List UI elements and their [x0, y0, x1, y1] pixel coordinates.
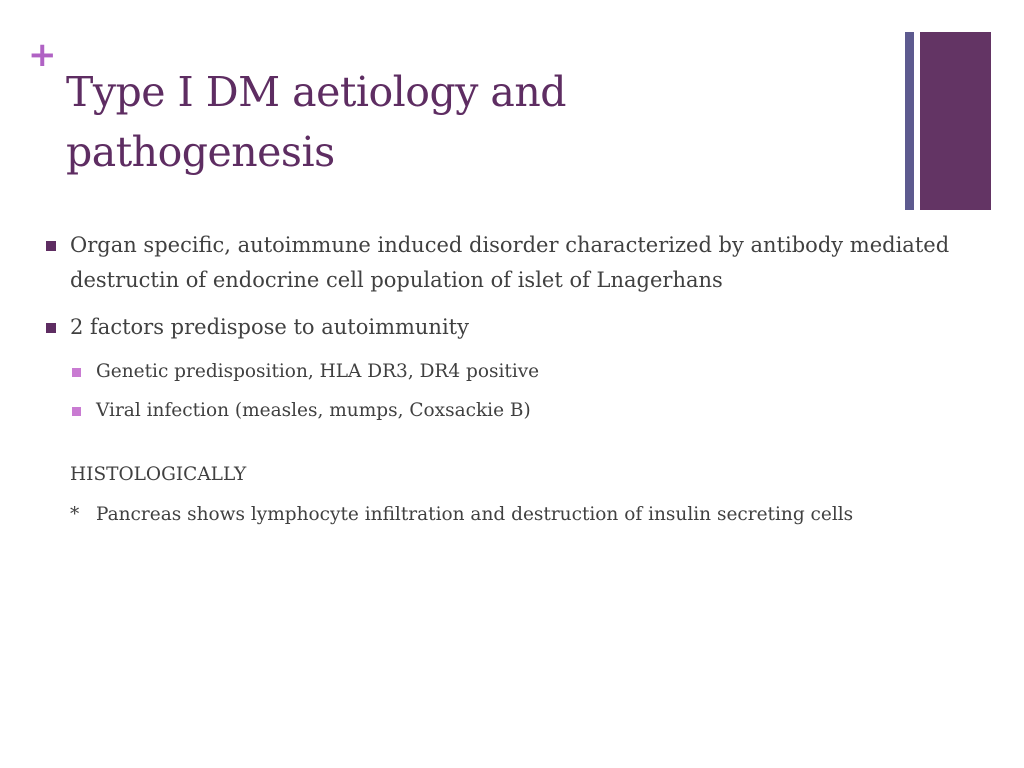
bullet-item: [44, 310, 974, 345]
decorative-bar-thin: [905, 32, 914, 210]
square-sub-bullet-icon: [72, 368, 81, 377]
histology-item: [44, 500, 974, 530]
square-bullet-icon: [46, 241, 56, 251]
sub-bullet-item: [44, 396, 974, 426]
sub-bullet-text: Genetic predisposition, HLA DR3, DR4 positive: [96, 361, 540, 382]
square-sub-bullet-icon: [72, 407, 81, 416]
square-bullet-icon: [46, 323, 56, 333]
slide-title-line-1: Type I DM aetiology and: [66, 68, 566, 116]
histology-heading: HISTOLOGICALLY: [70, 464, 247, 485]
sub-bullet-text: Viral infection (measles, mumps, Coxsackie B): [96, 400, 531, 421]
bullet-text: Organ specific, autoimmune induced disorder characterized by antibody mediated destructin of endocrine cell population of islet of Lnagerhans: [70, 233, 950, 292]
plus-decoration-icon: +: [28, 35, 57, 75]
bullet-text: 2 factors predispose to autoimmunity: [70, 315, 469, 339]
sub-bullet-item: [44, 357, 974, 387]
slide-title-line-2: pathogenesis: [66, 128, 335, 176]
slide-title: [66, 62, 846, 182]
bullet-item: [44, 228, 974, 298]
slide-body: [44, 228, 974, 530]
histology-text: Pancreas shows lymphocyte infiltration and destruction of insulin secreting cells: [96, 504, 854, 525]
decorative-bar-thick: [920, 32, 991, 210]
asterisk-marker: *: [70, 504, 80, 525]
